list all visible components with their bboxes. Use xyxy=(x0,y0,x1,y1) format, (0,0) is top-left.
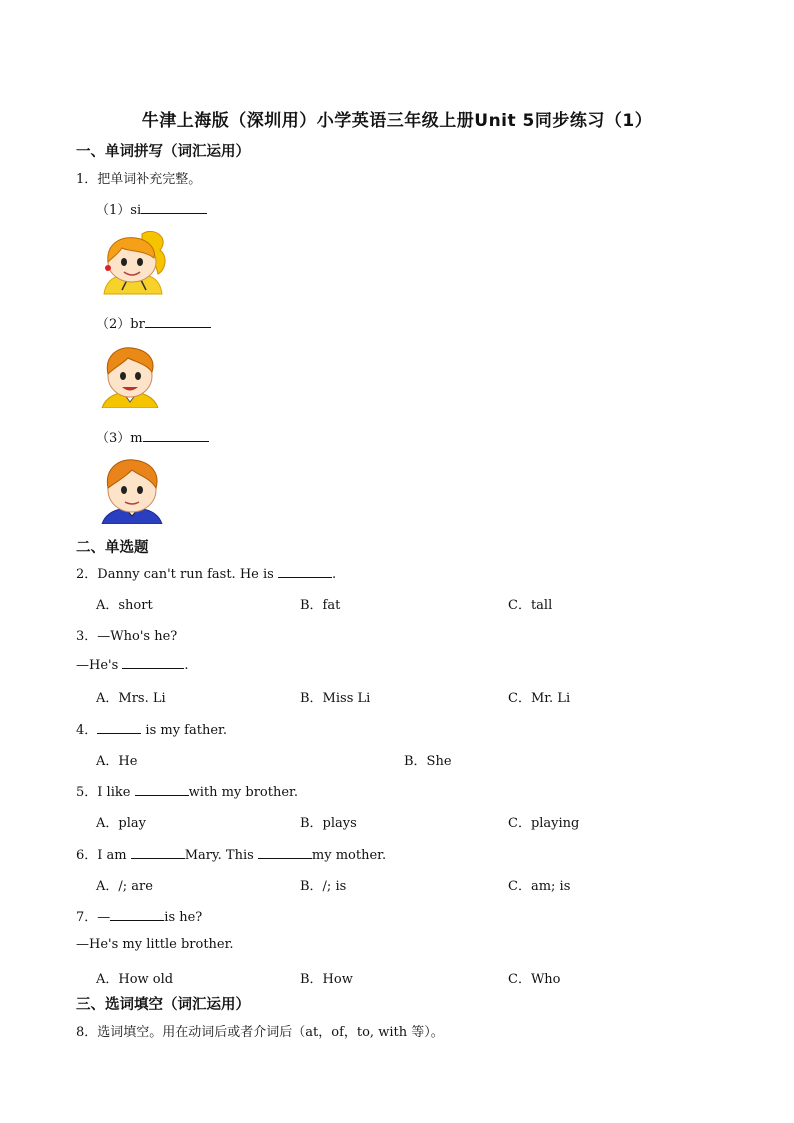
boy-brother-picture xyxy=(98,342,162,408)
question-6-option-a[interactable]: A．/; are xyxy=(96,879,153,894)
stem-text-end: . xyxy=(184,658,189,673)
answer-blank-2[interactable] xyxy=(258,846,312,859)
item-number: （2） xyxy=(96,317,131,332)
answer-blank[interactable] xyxy=(145,315,211,328)
section-heading-word-fill: 三、选词填空（词汇运用） xyxy=(76,997,250,1013)
question-1-stem: 1．把单词补充完整。 xyxy=(76,172,202,187)
stem-text: 6．I am xyxy=(76,848,131,863)
stem-text: —He's xyxy=(76,658,123,673)
question-1-item-3 xyxy=(96,427,209,446)
question-6-option-b[interactable]: B．/; is xyxy=(300,879,347,894)
question-6-option-c[interactable]: C．am; is xyxy=(508,879,571,894)
question-2-option-b[interactable]: B．fat xyxy=(300,598,341,613)
question-5-option-a[interactable]: A．play xyxy=(96,816,146,831)
stem-text: 4． xyxy=(76,723,98,738)
answer-blank[interactable] xyxy=(97,721,141,734)
answer-blank[interactable] xyxy=(135,783,189,796)
question-7-option-c[interactable]: C．Who xyxy=(508,972,561,987)
question-3-line-1: 3．—Who's he? xyxy=(76,629,178,644)
question-7-option-a[interactable]: A．How old xyxy=(96,972,174,987)
word-prefix: m xyxy=(130,431,143,446)
stem-text-end: with my brother. xyxy=(188,785,298,800)
stem-text-mid: Mary. This xyxy=(184,848,258,863)
question-6-stem xyxy=(76,844,386,863)
answer-blank[interactable] xyxy=(141,201,207,214)
question-4-option-a[interactable]: A．He xyxy=(96,754,138,769)
answer-blank[interactable] xyxy=(110,908,164,921)
question-4-option-b[interactable]: B．She xyxy=(404,754,452,769)
question-5-option-b[interactable]: B．plays xyxy=(300,816,357,831)
question-3-option-b[interactable]: B．Miss Li xyxy=(300,691,371,706)
stem-text: 2．Danny can't run fast. He is xyxy=(76,567,278,582)
answer-blank[interactable] xyxy=(122,656,184,669)
question-2-stem xyxy=(76,563,336,582)
answer-blank[interactable] xyxy=(143,429,209,442)
stem-text-end: . xyxy=(331,567,337,582)
question-4-stem xyxy=(76,719,227,738)
question-7-option-b[interactable]: B．How xyxy=(300,972,353,987)
stem-text-end: is my father. xyxy=(141,723,227,738)
question-7-line-1 xyxy=(76,906,202,925)
question-5-option-c[interactable]: C．playing xyxy=(508,816,580,831)
question-1-item-1 xyxy=(96,199,207,218)
question-8-stem: 8．选词填空。用在动词后或者介词后（at，of，to, with 等）。 xyxy=(76,1025,444,1040)
stem-text-end: my mother. xyxy=(311,848,387,863)
question-7-line-2: —He's my little brother. xyxy=(76,937,234,952)
item-number: （3） xyxy=(96,431,131,446)
word-prefix: br xyxy=(130,317,145,332)
question-3-option-c[interactable]: C．Mr. Li xyxy=(508,691,571,706)
answer-blank-1[interactable] xyxy=(131,846,185,859)
page-title: 牛津上海版（深圳用）小学英语三年级上册Unit 5同步练习（1） xyxy=(141,111,653,131)
section-heading-spelling: 一、单词拼写（词汇运用） xyxy=(76,144,250,160)
question-3-option-a[interactable]: A．Mrs. Li xyxy=(96,691,166,706)
section-heading-single-choice: 二、单选题 xyxy=(76,540,149,556)
girl-picture xyxy=(98,228,172,296)
question-5-stem xyxy=(76,781,298,800)
boy-me-picture xyxy=(98,456,166,524)
question-1-item-2 xyxy=(96,313,211,332)
stem-text: 5．I like xyxy=(76,785,135,800)
answer-blank[interactable] xyxy=(278,565,332,578)
question-2-option-a[interactable]: A．short xyxy=(96,598,153,613)
stem-text: 7．— xyxy=(76,910,111,925)
stem-text-end: is he? xyxy=(164,910,203,925)
question-3-line-2 xyxy=(76,656,189,673)
item-number: （1） xyxy=(96,203,131,218)
word-prefix: si xyxy=(130,203,142,218)
question-2-option-c[interactable]: C．tall xyxy=(508,598,553,613)
